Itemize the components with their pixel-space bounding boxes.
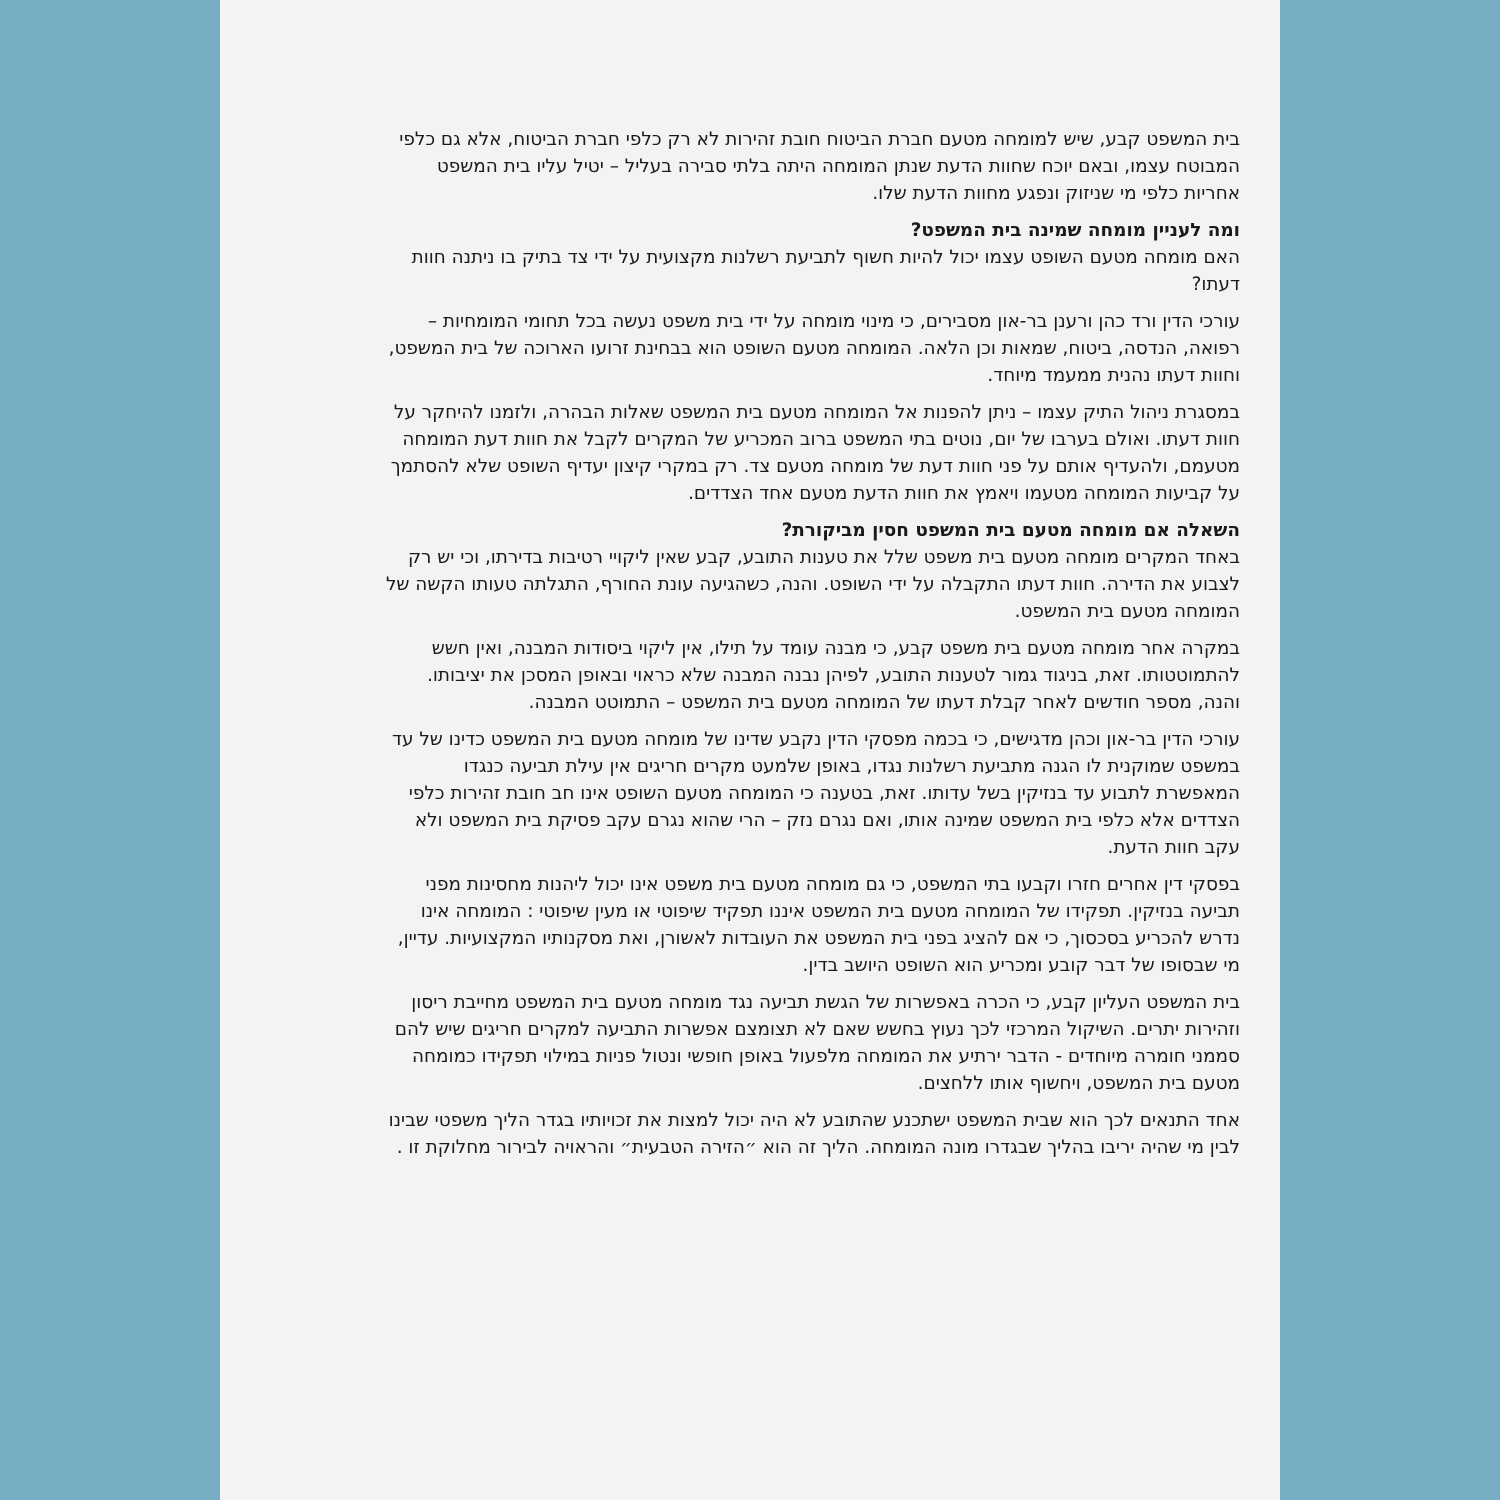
paragraph: באחד המקרים מומחה מטעם בית משפט שלל את טענות התובע, קבע שאין ליקויי רטיבות בדירתו, וכי יש רק לצבוע את הדירה. חוות דעתו התקבלה על ידי השופט. והנה, כשהגיעה עונת החורף, התגלתה טעותו הקשה של המומחה מטעם בית המשפט. [385,547,1240,622]
section-block [380,217,1240,298]
paragraph: אחד התנאים לכך הוא שבית המשפט ישתכנע שהתובע לא היה יכול למצות את זכויותיו בגדר הליך משפטי שבינו לבין מי שהיה יריבו בהליך שבגדרו מונה המומחה. הליך זה הוא ״הזירה הטבעית״ והראויה לבירור מחלוקת זו . [388,1110,1240,1158]
article-body [380,126,1240,1171]
paragraph: במקרה אחר מומחה מטעם בית משפט קבע, כי מבנה עומד על תילו, אין ליקוי ביסודות המבנה, ואין חשש להתמוטטותו. זאת, בניגוד גמור לטענות התובע, לפיהן נבנה המבנה שלא כראוי ובאופן המסכן את יציבותו. והנה, מספר חודשים לאחר קבלת דעתו של המומחה מטעם בית המשפט – התמוטט המבנה. [427,638,1240,713]
paragraph: האם מומחה מטעם השופט עצמו יכול להיות חשוף לתביעת רשלנות מקצועית על ידי צד בתיק בו ניתנה חוות דעתו? [411,247,1240,295]
paragraph: במסגרת ניהול התיק עצמו – ניתן להפנות אל המומחה מטעם בית המשפט שאלות הבהרה, ולזמנו להיחקר על חוות דעתו. ואולם בערבו של יום, נוטים בתי המשפט ברוב המכריע של המקרים לקבל את חוות דעת המומחה מטעמם, ולהעדיף אותם על פני חוות דעת של מומחה מטעם צד. רק במקרי קיצון יעדיף השופט שלא להסתמך על קביעות המומחה מטעמו ויאמץ את חוות הדעת מטעם אחד הצדדים. [390,402,1240,504]
paragraph: בית המשפט קבע, שיש למומחה מטעם חברת הביטוח חובת זהירות לא רק כלפי חברת הביטוח, אלא גם כלפי המבוטח עצמו, ובאם יוכח שחוות הדעת שנתן המומחה היתה בלתי סבירה בעליל – יטיל עליו בית המשפט אחריות כלפי מי שניזוק ונפגע מחוות הדעת שלו. [399,129,1240,204]
paragraph: בפסקי דין אחרים חזרו וקבעו בתי המשפט, כי גם מומחה מטעם בית משפט אינו יכול ליהנות מחסינות מפני תביעה בנזיקין. תפקידו של המומחה מטעם בית המשפט איננו תפקיד שיפוטי או מעין שיפוטי : המומחה אינו נדרש להכריע בסכסוך, כי אם להציג בפני בית המשפט את העובדות לאשורן, ואת מסקנותיו המקצועיות. עדיין, מי שבסופו של דבר קובע ומכריע הוא השופט היושב בדין. [397,874,1240,976]
section-block [380,517,1240,625]
paragraph: עורכי הדין ורד כהן ורענן בר-און מסבירים, כי מינוי מומחה על ידי בית משפט נעשה בכל תחומי המומחיות – רפואה, הנדסה, ביטוח, שמאות וכן הלאה. המומחה מטעם השופט הוא בבחינת זרועו הארוכה של בית המשפט, וחוות דעתו נהנית ממעמד מיוחד. [388,311,1240,386]
section-heading: השאלה אם מומחה מטעם בית המשפט חסין מביקורת? [781,520,1240,541]
paragraph: עורכי הדין בר-און וכהן מדגישים, כי בכמה מפסקי הדין נקבע שדינו של מומחה מטעם בית המשפט כדינו של עד במשפט שמוקנית לו הגנה מתביעת רשלנות נגדו, באופן שלמעט מקרים חריגים אין עילת תביעה כנגדו המאפשרת לתבוע עד בנזיקין בשל עדותו. זאת, בטענה כי המומחה מטעם השופט אינו חב חובת זהירות כלפי הצדדים אלא כלפי בית המשפט שמינה אותו, ואם נגרם נזק – הרי שהוא נגרם עקב פסיקת בית המשפט ולא עקב חוות הדעת. [391,729,1240,858]
paragraph: בית המשפט העליון קבע, כי הכרה באפשרות של הגשת תביעה נגד מומחה מטעם בית המשפט מחייבת ריסון וזהירות יתרים. השיקול המרכזי לכך נעוץ בחשש שאם לא תצומצם אפשרות התביעה למקרים חריגים שיש להם סממני חומרה מיוחדים - הדבר ירתיע את המומחה מלפעול באופן חופשי ונטול פניות במילוי תפקידו כמומחה מטעם בית המשפט, ויחשוף אותו ללחצים. [394,992,1240,1094]
section-heading: ומה לעניין מומחה שמינה בית המשפט? [910,220,1240,241]
document-page [220,0,1280,1500]
